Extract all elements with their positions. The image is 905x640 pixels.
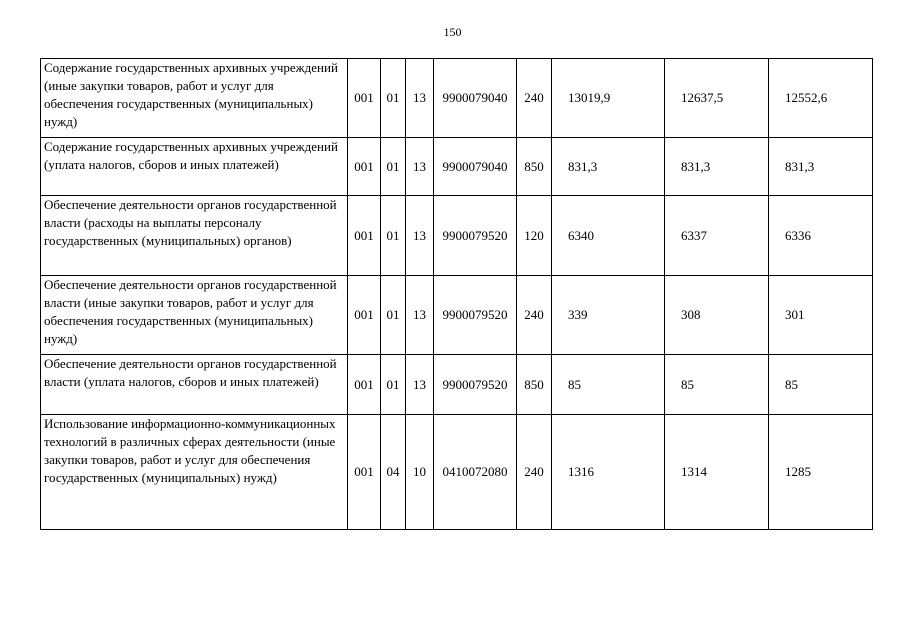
- row-description: Обеспечение деятельности органов государственной власти (уплата налогов, сборов и иных платежей): [41, 355, 348, 415]
- table-row: [41, 138, 873, 196]
- subsection-code: 10: [406, 415, 434, 530]
- subsection-code: 13: [406, 59, 434, 138]
- target-article-code: 9900079040: [434, 138, 517, 196]
- expense-type-code: 240: [517, 59, 552, 138]
- row-description: Обеспечение деятельности органов государственной власти (иные закупки товаров, работ и услуг для обеспечения государственных (муниципальных) нужд): [41, 276, 348, 355]
- amount-year-1: 831,3: [552, 138, 665, 196]
- amount-year-1: 85: [552, 355, 665, 415]
- target-article-code: 9900079520: [434, 196, 517, 276]
- amount-year-3: 6336: [769, 196, 873, 276]
- budget-table: [40, 58, 873, 530]
- expense-type-code: 120: [517, 196, 552, 276]
- amount-year-1: 13019,9: [552, 59, 665, 138]
- target-article-code: 0410072080: [434, 415, 517, 530]
- expense-type-code: 850: [517, 138, 552, 196]
- section-code: 01: [381, 355, 406, 415]
- subsection-code: 13: [406, 355, 434, 415]
- target-article-code: 9900079520: [434, 355, 517, 415]
- section-code: 01: [381, 138, 406, 196]
- amount-year-3: 831,3: [769, 138, 873, 196]
- row-description: Обеспечение деятельности органов государственной власти (расходы на выплаты персоналу государственных (муниципальных) органов): [41, 196, 348, 276]
- section-code: 04: [381, 415, 406, 530]
- table-row: [41, 355, 873, 415]
- expense-type-code: 850: [517, 355, 552, 415]
- ministry-code: 001: [348, 138, 381, 196]
- page-number: 150: [443, 25, 462, 39]
- amount-year-3: 301: [769, 276, 873, 355]
- amount-year-2: 1314: [665, 415, 769, 530]
- section-code: 01: [381, 196, 406, 276]
- table-row: [41, 276, 873, 355]
- ministry-code: 001: [348, 59, 381, 138]
- section-code: 01: [381, 276, 406, 355]
- amount-year-3: 85: [769, 355, 873, 415]
- target-article-code: 9900079040: [434, 59, 517, 138]
- ministry-code: 001: [348, 196, 381, 276]
- amount-year-1: 339: [552, 276, 665, 355]
- table-row: [41, 59, 873, 138]
- subsection-code: 13: [406, 196, 434, 276]
- subsection-code: 13: [406, 138, 434, 196]
- section-code: 01: [381, 59, 406, 138]
- subsection-code: 13: [406, 276, 434, 355]
- amount-year-1: 6340: [552, 196, 665, 276]
- ministry-code: 001: [348, 415, 381, 530]
- ministry-code: 001: [348, 276, 381, 355]
- amount-year-2: 6337: [665, 196, 769, 276]
- ministry-code: 001: [348, 355, 381, 415]
- amount-year-2: 85: [665, 355, 769, 415]
- table-row: [41, 415, 873, 530]
- amount-year-3: 1285: [769, 415, 873, 530]
- table-row: [41, 196, 873, 276]
- amount-year-3: 12552,6: [769, 59, 873, 138]
- amount-year-2: 308: [665, 276, 769, 355]
- expense-type-code: 240: [517, 276, 552, 355]
- expense-type-code: 240: [517, 415, 552, 530]
- amount-year-2: 12637,5: [665, 59, 769, 138]
- row-description: Содержание государственных архивных учреждений (иные закупки товаров, работ и услуг для обеспечения государственных (муниципальных) нужд): [41, 59, 348, 138]
- row-description: Содержание государственных архивных учреждений (уплата налогов, сборов и иных платежей): [41, 138, 348, 196]
- amount-year-2: 831,3: [665, 138, 769, 196]
- row-description: Использование информационно-коммуникационных технологий в различных сферах деятельности (иные закупки товаров, работ и услуг для обеспечения государственных (муниципальных) нужд): [41, 415, 348, 530]
- amount-year-1: 1316: [552, 415, 665, 530]
- target-article-code: 9900079520: [434, 276, 517, 355]
